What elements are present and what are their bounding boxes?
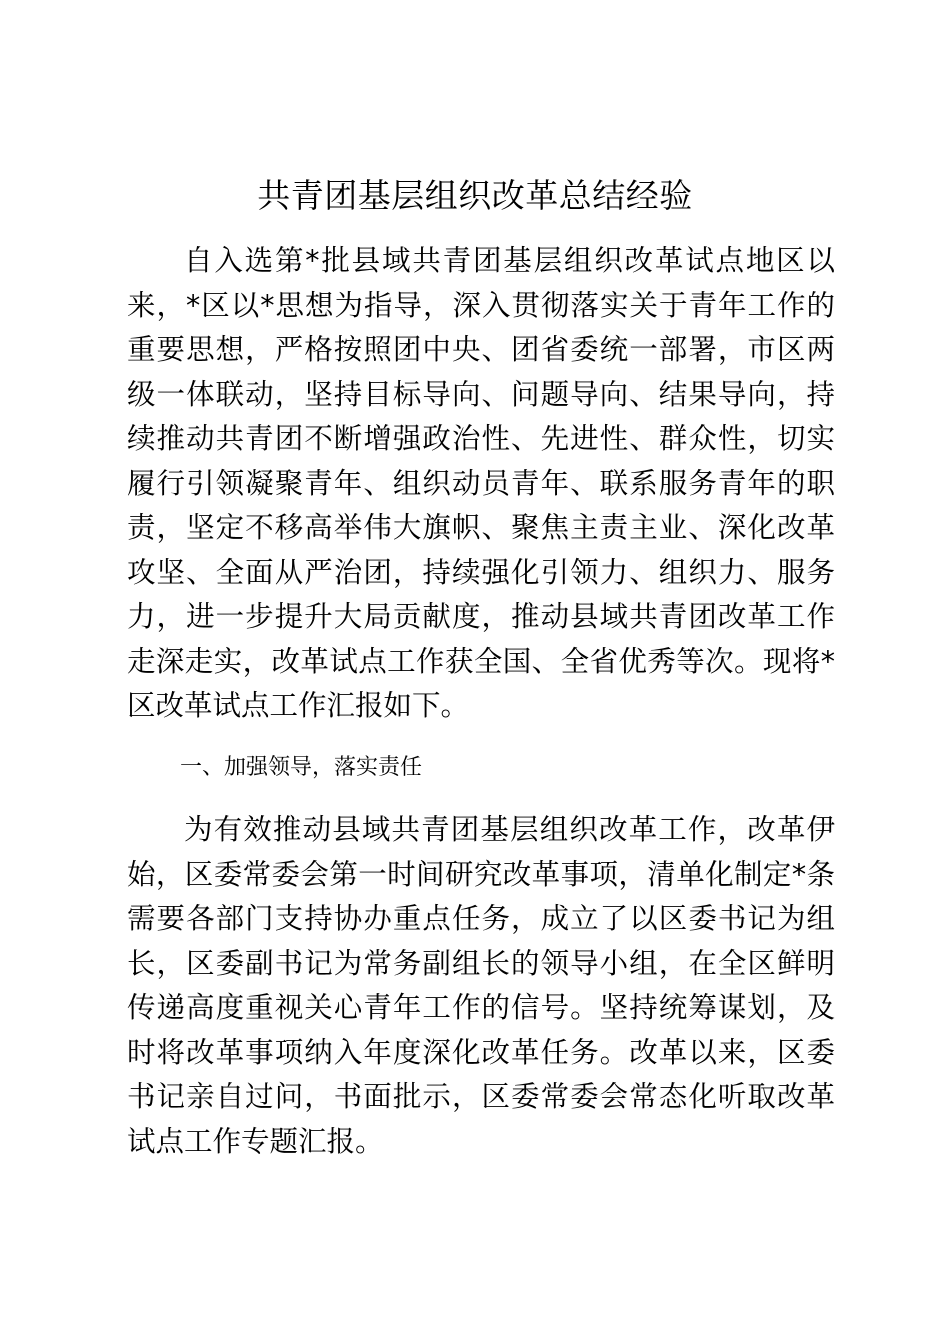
document-title: 共青团基层组织改革总结经验 [257, 176, 693, 215]
section-heading-1: 一、加强领导，落实责任 [180, 755, 423, 780]
body-paragraph-intro: 自入选第*批县域共青团基层组织改革试点地区以来，*区以*思想为指导，深入贯彻落实关于青年工作的重要思想，严格按照团中央、团省委统一部署，市区两级一体联动，坚持目标导向、问题导向、结果导向，持续推动共青团不断增强政治性、先进性、群众性，切实履行引领凝聚青年、组织动员青年、联系服务青年的职责，坚定不移高举伟大旗帜、聚焦主责主业、深化改革攻坚、全面从严治团，持续强化引领力、组织力、服务力，进一步提升大局贡献度，推动县域共青团改革工作走深走实，改革试点工作获全国、全省优秀等次。现将*区改革试点工作汇报如下。 [127, 244, 835, 722]
body-paragraph-leadership: 为有效推动县域共青团基层组织改革工作，改革伊始，区委常委会第一时间研究改革事项，清单化制定*条需要各部门支持协办重点任务，成立了以区委书记为组长，区委副书记为常务副组长的领导小组，在全区鲜明传递高度重视关心青年工作的信号。坚持统筹谋划，及时将改革事项纳入年度深化改革任务。改革以来，区委书记亲自过问，书面批示，区委常委会常态化听取改革试点工作专题汇报。 [127, 813, 835, 1158]
